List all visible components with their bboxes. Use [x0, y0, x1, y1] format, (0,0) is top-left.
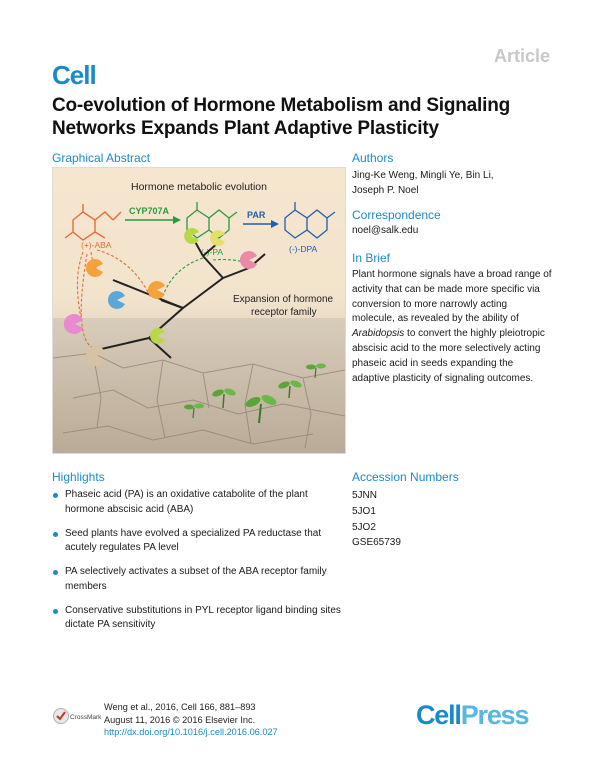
accession-item: GSE65739 — [352, 537, 401, 549]
article-type-label: Article — [493, 46, 550, 66]
in-brief-text-part2: to convert the highly pleiotropic abscisic acid to the more selectively acting phaseic acid in seeds expanding the adaptive plasticity of signaling outcomes. — [352, 328, 545, 384]
highlights-list — [52, 488, 342, 642]
bullet-icon — [53, 493, 58, 498]
cellpress-logo-part2: Press — [460, 700, 529, 730]
enzyme-cyp707a: CYP707A — [129, 206, 170, 216]
crossmark-logo[interactable] — [52, 707, 102, 725]
graphical-abstract-heading: Graphical Abstract — [52, 151, 151, 165]
graphical-abstract-figure — [52, 167, 346, 454]
citation-line-2: August 11, 2016 © 2016 Elsevier Inc. — [104, 714, 256, 725]
journal-logo: Cell — [52, 60, 96, 90]
in-brief-text — [352, 268, 552, 386]
dpa-label: (-)-DPA — [289, 244, 318, 254]
bullet-icon — [53, 609, 58, 614]
accession-item: 5JNN — [352, 490, 378, 501]
authors-line-2: Joseph P. Noel — [352, 185, 419, 196]
accession-item: 5JO1 — [352, 505, 376, 517]
highlight-item: Seed plants have evolved a specialized PA reductase that acutely regulates PA level — [52, 527, 342, 556]
citation-line-1: Weng et al., 2016, Cell 166, 881–893 — [104, 702, 256, 712]
enzyme-par: PAR — [247, 210, 266, 220]
authors-line-1: Jing-Ke Weng, Mingli Ye, Bin Li, — [352, 170, 494, 181]
in-brief-text-part1: Plant hormone signals have a broad range of activity that can be made more specific via conversion to more narrowly acting molecule, as revealed by the ability of — [352, 269, 552, 325]
pa-label: (-)-PA — [201, 247, 224, 257]
doi-link[interactable]: http://dx.doi.org/10.1016/j.cell.2016.06.027 — [104, 727, 278, 737]
highlight-item: Conservative substitutions in PYL receptor ligand binding sites dictate PA sensitivity — [52, 604, 342, 633]
figure-title: Hormone metabolic evolution — [131, 181, 267, 193]
cellpress-logo-part1: Cell — [416, 700, 461, 730]
aba-label: (+)-ABA — [81, 240, 112, 250]
authors-heading: Authors — [352, 151, 394, 165]
highlights-heading: Highlights — [52, 470, 105, 484]
expansion-label-2: receptor family — [251, 307, 317, 318]
crossmark-text: CrossMark — [70, 714, 102, 721]
accession-item: 5JO2 — [352, 521, 376, 533]
authors-list — [352, 168, 552, 198]
correspondence-heading: Correspondence — [352, 208, 441, 222]
highlight-item: PA selectively activates a subset of the ABA receptor family members — [52, 565, 342, 594]
correspondence-email[interactable]: noel@salk.edu — [352, 225, 419, 236]
accession-heading: Accession Numbers — [352, 470, 459, 484]
in-brief-heading: In Brief — [352, 251, 391, 265]
accession-list — [352, 488, 401, 551]
article-title: Co-evolution of Hormone Metabolism and Signaling Networks Expands Plant Adaptive Plasticity — [52, 95, 511, 139]
in-brief-species: Arabidopsis — [352, 328, 405, 340]
bullet-icon — [53, 570, 58, 575]
expansion-label-1: Expansion of hormone — [233, 294, 334, 305]
bullet-icon — [53, 532, 58, 537]
highlight-item: Phaseic acid (PA) is an oxidative catabolite of the plant hormone abscisic acid (ABA) — [52, 488, 342, 517]
citation-block — [104, 701, 278, 739]
cellpress-logo — [416, 700, 528, 731]
